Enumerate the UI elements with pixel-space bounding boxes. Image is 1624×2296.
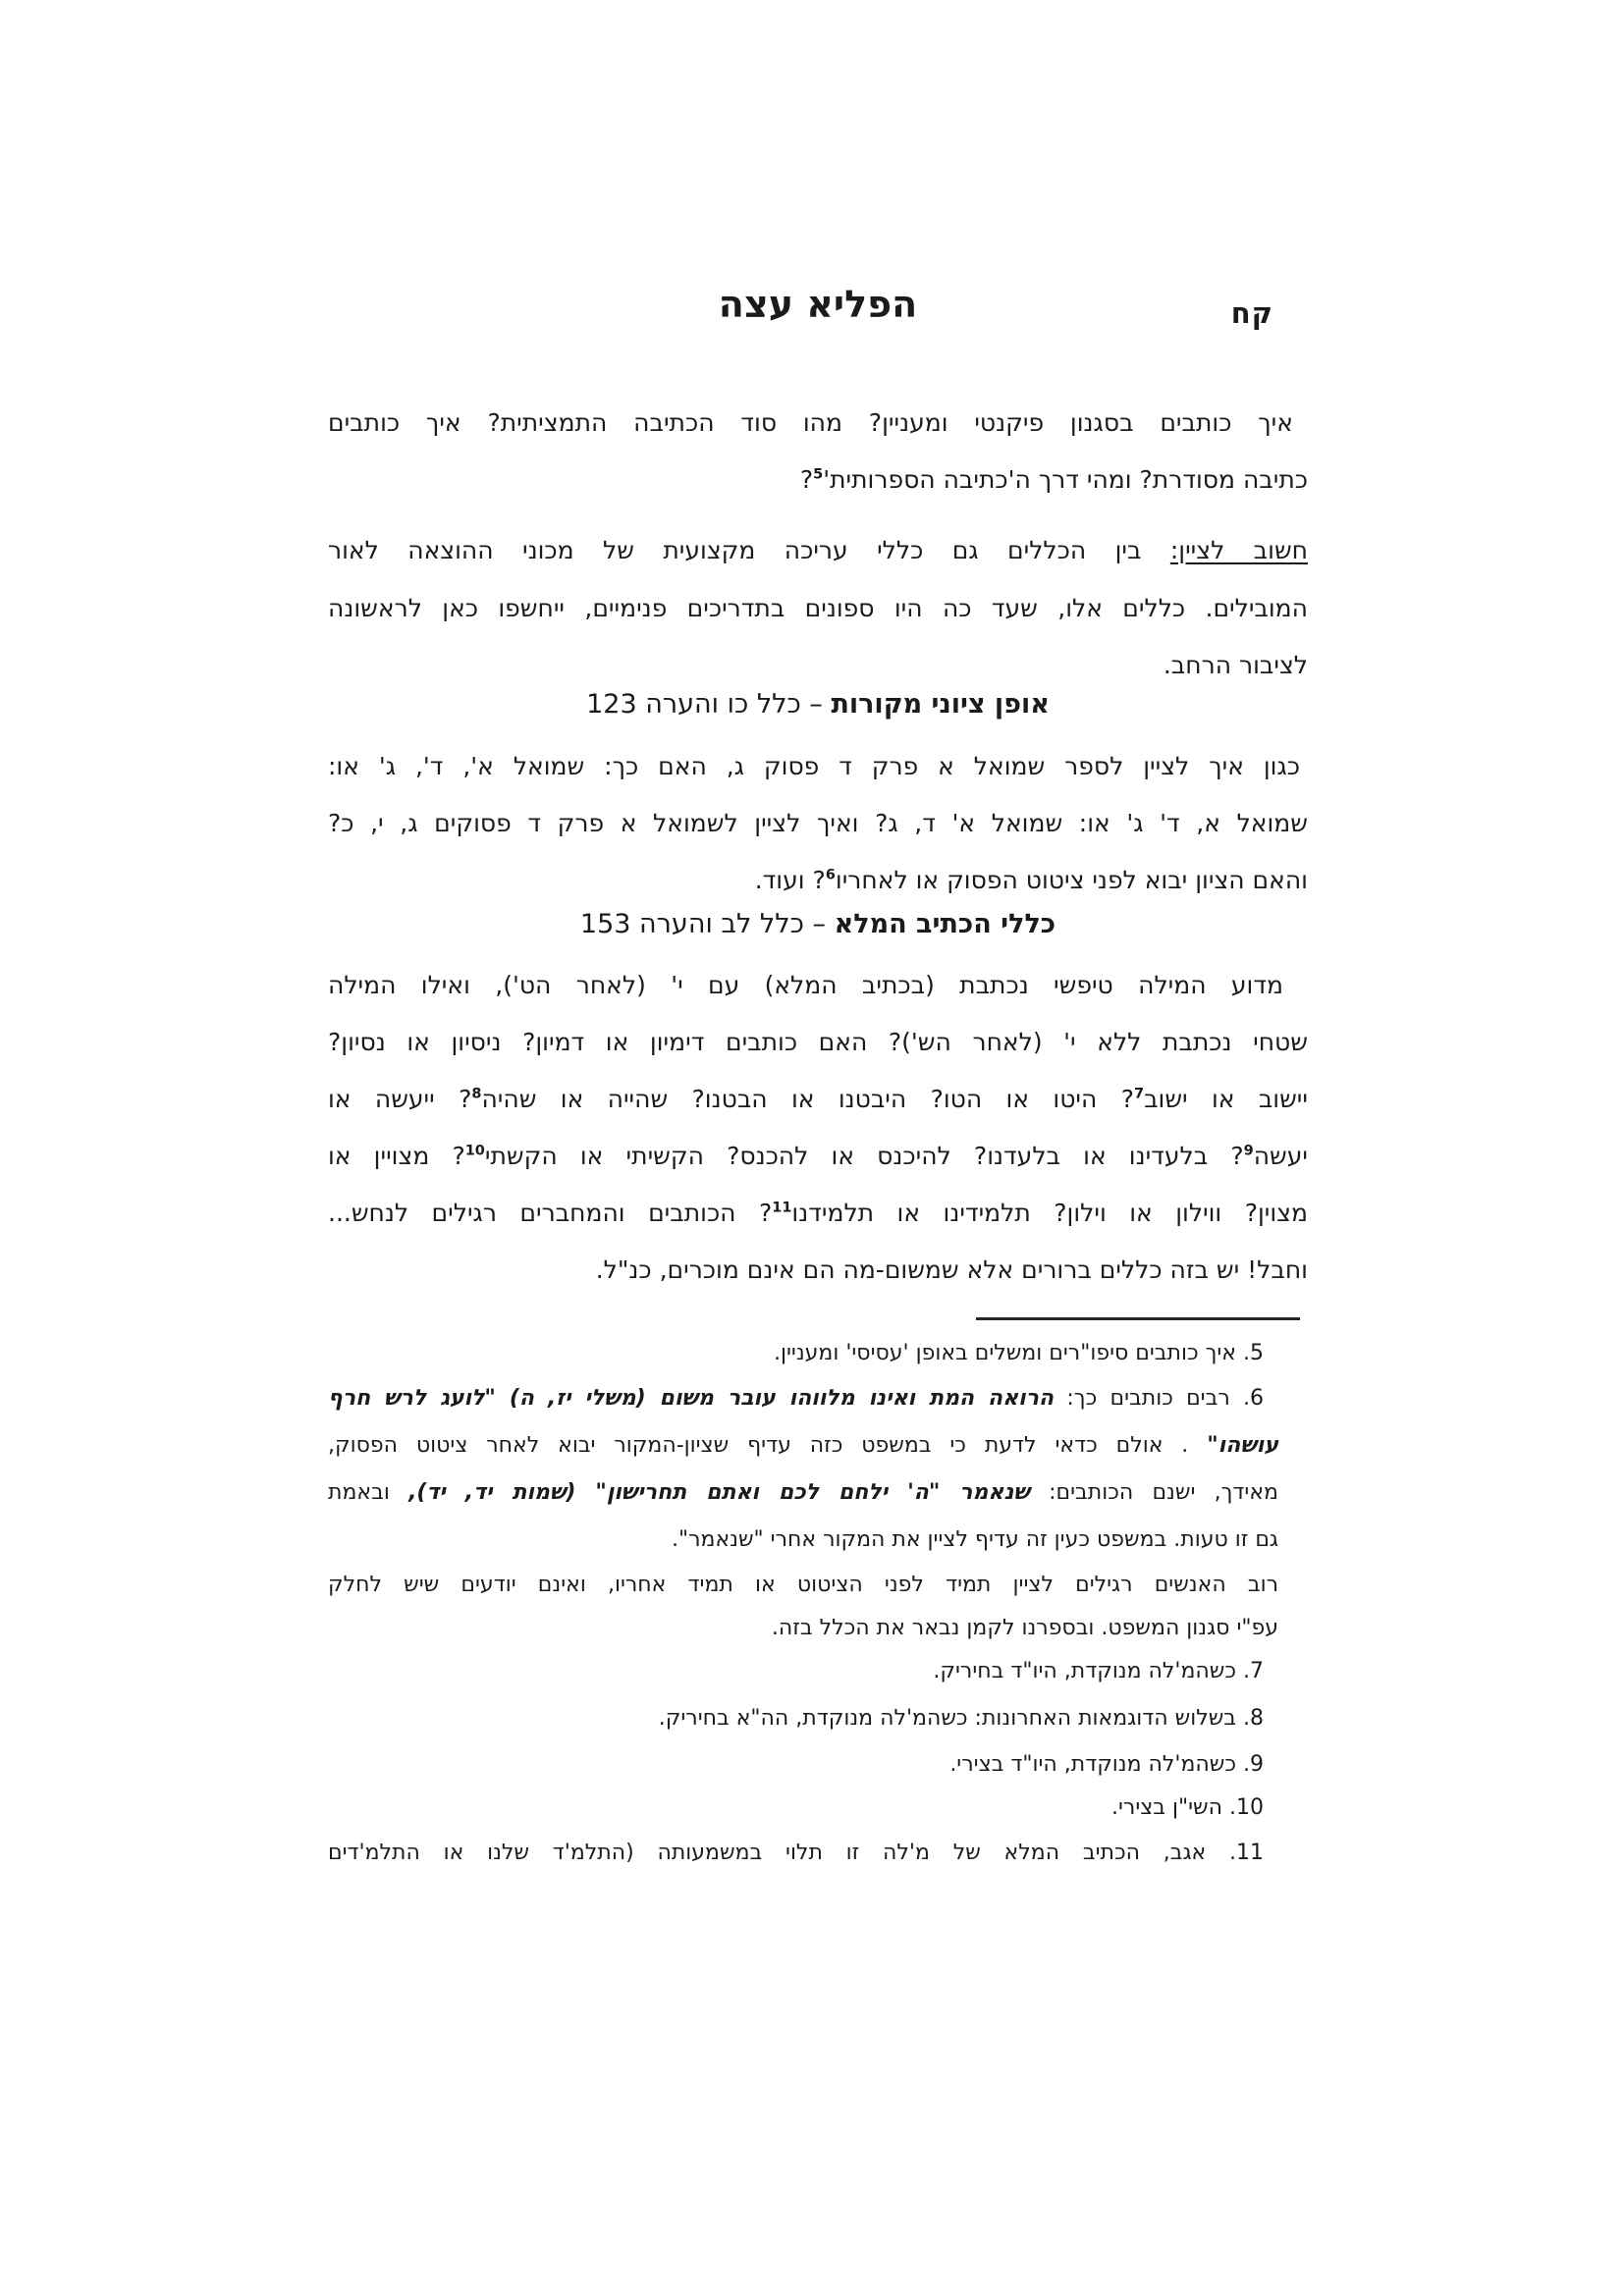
text-segment: ? היטו או הטו? היבטנו או הבטנו? שהייה או שהיה: [481, 1085, 1134, 1113]
text-segment: רוב האנשים רגילים לציין תמיד לפני הציטוט או תמיד אחריו, ואינם יודעים שיש לחלק: [328, 1573, 1278, 1597]
text-segment: מדוע המילה טיפשי נכתבת (בכתיב המלא) עם י' (לאחר הט'), ואילו המילה: [328, 971, 1283, 999]
text-segment: המובילים. כללים אלו, שעד כה היו ספונים בתדריכים פנימיים, ייחשפו כאן לראשונה: [328, 594, 1308, 622]
book-title: הפליא עצה: [718, 283, 918, 326]
text-segment: גם זו טעות. במשפט כעין זה עדיף לציין את המקור אחרי "שנאמר".: [671, 1527, 1278, 1552]
text-segment: בין הכללים גם כללי עריכה מקצועית של מכוני ההוצאה לאור: [328, 536, 1170, 564]
text-segment: – כלל לב והערה 153: [579, 909, 835, 939]
text-segment: ? מצויין או: [328, 1142, 465, 1170]
text-segment: יעשה: [1253, 1142, 1308, 1170]
text-segment: שמואל א, ד' ג' או: שמואל א' ד, ג? ואיך לציין לשמואל א פרק ד פסוקים ג, י, כ?: [328, 809, 1308, 837]
footnote-ref: 9: [1243, 1143, 1254, 1159]
footnote-line: [328, 1385, 1264, 1414]
footnote-line: [328, 1479, 1278, 1508]
text-segment: 11. אגב, הכתיב המלא של מ'לה זו תלוי במשמעותה (התלמ'ד שלנו או התלמ'דים: [328, 1841, 1264, 1865]
text-segment: כגון איך לציין לספר שמואל א פרק ד פסוק ג, האם כך: שמואל א', ד', ג' או:: [328, 752, 1300, 780]
paragraph-line: [328, 1027, 1308, 1059]
text-segment: מאידך, ישנם הכותבים:: [1029, 1480, 1278, 1505]
paragraph-line: [755, 865, 1308, 897]
footnote-ref: 10: [464, 1143, 485, 1159]
paragraph-line: [328, 535, 1308, 567]
paragraph-line: [328, 970, 1283, 1002]
paragraph-line: [328, 808, 1308, 840]
text-segment: יישוב או ישוב: [1144, 1085, 1308, 1113]
text-segment: 9. כשהמ'לה מנוקדת, היו"ד בצירי.: [949, 1752, 1264, 1777]
text-segment: לציבור הרחב.: [1163, 651, 1308, 679]
footnote-ref: 7: [1133, 1086, 1145, 1102]
text-segment: וחבל! יש בזה כללים ברורים אלא שמשום-מה הם אינם מוכרים, כנ"ל.: [595, 1255, 1308, 1284]
text-segment: עושהו": [1207, 1433, 1278, 1458]
text-segment: 8. בשלוש הדוגמאות האחרונות: כשהמ'לה מנוקדת, הה"א בחיריק.: [658, 1706, 1264, 1731]
footnote-line: [328, 1840, 1264, 1868]
paragraph-line: [328, 407, 1293, 440]
text-segment: כללי הכתיב המלא: [834, 909, 1056, 939]
footnote-line: [949, 1751, 1264, 1780]
footnote-ref: 8: [471, 1086, 482, 1102]
text-segment: הרואה המת ואינו מלווהו עובר משום (משלי יז, ה) "לועג לרש חרף: [328, 1386, 1055, 1411]
footnote-line: [1111, 1794, 1264, 1823]
text-segment: עפ"י סגנון המשפט. ובספרנו לקמן נבאר את הכלל בזה.: [771, 1616, 1278, 1640]
text-segment: כתיבה מסודרת? ומהי דרך ה'כתיבה הספרותית': [823, 465, 1308, 494]
footnote-line: [774, 1340, 1264, 1368]
paragraph-line: [800, 464, 1308, 497]
footnote-line: [933, 1658, 1264, 1686]
footnote-ref: 5: [813, 466, 824, 483]
text-segment: 7. כשהמ'לה מנוקדת, היו"ד בחיריק.: [933, 1659, 1264, 1683]
paragraph-line: [328, 1141, 1308, 1173]
footnote-line: [772, 1615, 1278, 1643]
text-segment: מצוין? ווילון או וילון? תלמידינו או תלמידנו: [791, 1199, 1308, 1227]
paragraph-line: [596, 1255, 1308, 1287]
text-segment: ? ייעשה או: [328, 1085, 472, 1113]
footnote-line: [328, 1432, 1278, 1461]
text-segment: ? בלעדינו או בלעדנו? להיכנס או להכנס? הקשיתי או הקשתי: [484, 1142, 1244, 1170]
footnote-separator: [976, 1317, 1300, 1320]
page-number: קח: [1230, 296, 1273, 330]
text-segment: ובאמת: [328, 1480, 409, 1505]
footnote-line: [672, 1526, 1278, 1555]
text-segment: איך כותבים בסגנון פיקנטי ומעניין? מהו סוד הכתיבה התמציתית? איך כותבים: [328, 408, 1293, 437]
text-segment: אופן ציוני מקורות: [831, 689, 1050, 720]
text-segment: 5. איך כותבים סיפו"רים ומשלים באופן 'עסיסי' ומעניין.: [774, 1341, 1264, 1365]
text-segment: . אולם כדאי לדעת כי במשפט כזה עדיף שציון-המקור יבוא לאחר ציטוט הפסוק,: [328, 1433, 1208, 1458]
text-segment: ? ועוד.: [754, 866, 826, 894]
paragraph-line: [328, 751, 1300, 783]
text-segment: 6. רבים כותבים כך:: [1054, 1386, 1265, 1411]
paragraph-line: [328, 1084, 1308, 1116]
paragraph-line: [328, 593, 1308, 625]
text-segment: והאם הציון יבוא לפני ציטוט הפסוק או לאחריו: [835, 866, 1308, 894]
paragraph-line: [328, 1198, 1308, 1230]
footnote-ref: 11: [772, 1200, 792, 1216]
text-segment: שנאמר "ה' ילחם לכם ואתם תחרישון" (שמות יד, יד),: [408, 1480, 1030, 1505]
footnote-line: [659, 1705, 1264, 1734]
footnote-ref: 6: [825, 867, 836, 883]
text-segment: שטחי נכתבת ללא י' (לאחר הש')? האם כותבים דימיון או דמיון? ניסיון או נסיון?: [328, 1028, 1308, 1056]
section-heading: [328, 687, 1308, 721]
text-segment: ? הכותבים והמחברים רגילים לנחש...: [328, 1199, 773, 1227]
text-segment: ?: [799, 465, 814, 494]
section-heading: [328, 907, 1308, 941]
text-segment: 10. השי"ן בצירי.: [1111, 1795, 1264, 1820]
text-segment: חשוב לציין:: [1169, 536, 1308, 564]
text-segment: – כלל כו והערה 123: [586, 689, 832, 720]
footnote-line: [328, 1572, 1278, 1600]
paragraph-line: [1164, 650, 1308, 682]
